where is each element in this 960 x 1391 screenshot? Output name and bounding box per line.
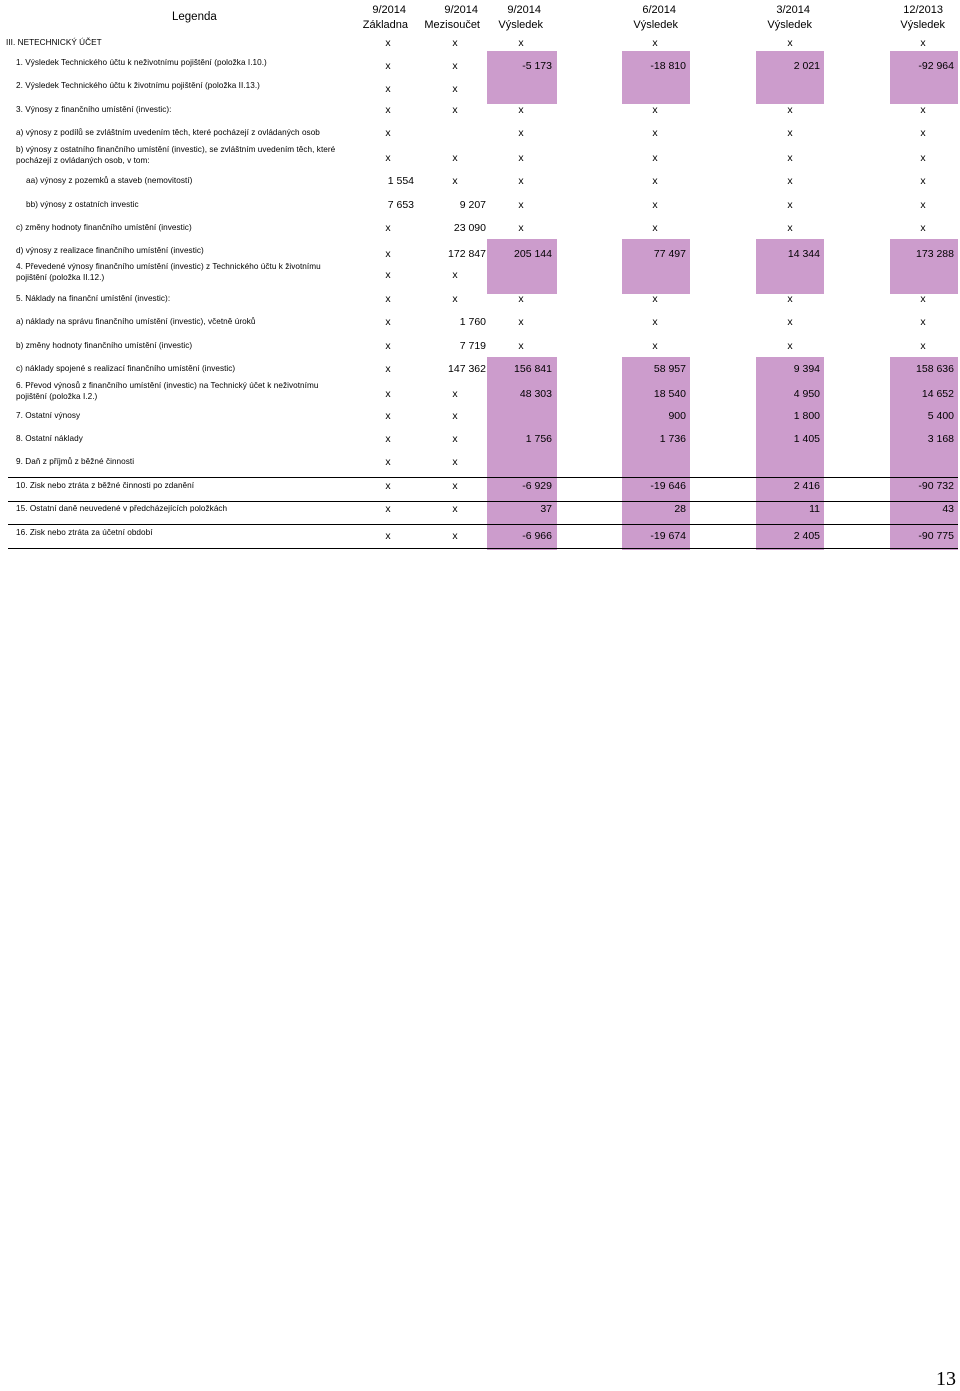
value-cell: 14 652: [921, 388, 954, 400]
value-cell: x: [452, 83, 458, 95]
value-cell: 9 207: [459, 199, 486, 211]
value-cell: x: [920, 316, 926, 328]
value-cell: x: [518, 293, 524, 305]
value-cell: x: [385, 248, 391, 260]
column-period-3: 6/2014: [642, 4, 676, 16]
value-cell: x: [787, 175, 793, 187]
value-cell: x: [518, 316, 524, 328]
value-cell: [420, 127, 490, 141]
table-row: [0, 503, 960, 523]
value-cell: x: [452, 104, 458, 116]
value-cell: [890, 83, 958, 97]
row-label: 7. Ostatní výnosy: [16, 411, 81, 420]
value-cell: -92 964: [918, 60, 954, 72]
value-cell: 1 800: [793, 410, 820, 422]
table-row: [0, 104, 960, 120]
value-cell: 2 405: [793, 530, 820, 542]
value-cell: [622, 269, 690, 283]
table-row: [0, 222, 960, 242]
value-cell: x: [452, 152, 458, 164]
value-cell: x: [920, 152, 926, 164]
table-row: [0, 37, 960, 52]
value-cell: [490, 456, 556, 470]
column-period-5: 12/2013: [903, 4, 943, 16]
row-label: 6. Převod výnosů z finančního umístění (investic) na Technický účet k neživotnímu pojištění (položka I.2.): [16, 381, 319, 401]
column-period-1: 9/2014: [444, 4, 478, 16]
value-cell: x: [652, 104, 658, 116]
value-cell: x: [920, 199, 926, 211]
value-cell: x: [652, 152, 658, 164]
row-label: b) změny hodnoty finančního umístění (investic): [16, 341, 193, 350]
value-cell: x: [385, 433, 391, 445]
value-cell: x: [652, 222, 658, 234]
column-type-2: Výsledek: [498, 19, 543, 31]
value-cell: [622, 456, 690, 470]
value-cell: x: [787, 127, 793, 139]
row-label: 10. Zisk nebo ztráta z běžné činnosti po zdanění: [16, 481, 195, 490]
value-cell: x: [452, 530, 458, 542]
row-label: 9. Daň z příjmů z běžné činnosti: [16, 457, 135, 466]
value-cell: 1 554: [387, 175, 414, 187]
value-cell: [756, 456, 824, 470]
value-cell: x: [787, 316, 793, 328]
value-cell: x: [385, 503, 391, 515]
value-cell: 1 405: [793, 433, 820, 445]
value-cell: x: [787, 293, 793, 305]
value-cell: x: [518, 199, 524, 211]
page-number: 13: [936, 1368, 956, 1390]
value-cell: x: [920, 175, 926, 187]
row-label: aa) výnosy z pozemků a staveb (nemovitostí): [26, 176, 193, 185]
row-label: c) náklady spojené s realizací finančního umístění (investic): [16, 364, 236, 373]
value-cell: -6 966: [522, 530, 552, 542]
table-row: [0, 340, 960, 360]
value-cell: x: [385, 269, 391, 281]
table-row: [0, 410, 960, 430]
table-row: [0, 456, 960, 476]
value-cell: x: [385, 316, 391, 328]
value-cell: x: [385, 222, 391, 234]
value-cell: 77 497: [653, 248, 686, 260]
table-row: [0, 57, 960, 79]
value-cell: x: [452, 480, 458, 492]
value-cell: [890, 269, 958, 283]
column-period-4: 3/2014: [776, 4, 810, 16]
value-cell: x: [385, 60, 391, 72]
table-row: [0, 262, 960, 292]
value-cell: [622, 83, 690, 97]
column-type-3: Výsledek: [633, 19, 678, 31]
value-cell: x: [385, 530, 391, 542]
value-cell: x: [652, 316, 658, 328]
value-cell: -19 674: [650, 530, 686, 542]
value-cell: 9 394: [793, 363, 820, 375]
row-divider: [8, 501, 958, 502]
row-label: 5. Náklady na finanční umístění (investic):: [16, 294, 171, 303]
value-cell: x: [518, 152, 524, 164]
row-label: b) výnosy z ostatního finančního umístění (investic), se zvláštním uvedením těch, které pocházejí z ovládaných osob, v tom:: [16, 145, 336, 165]
value-cell: x: [920, 293, 926, 305]
value-cell: x: [452, 37, 458, 49]
value-cell: x: [518, 175, 524, 187]
value-cell: x: [385, 340, 391, 352]
value-cell: x: [652, 199, 658, 211]
value-cell: 1 756: [525, 433, 552, 445]
value-cell: x: [787, 152, 793, 164]
value-cell: 43: [942, 503, 954, 515]
value-cell: x: [787, 199, 793, 211]
value-cell: 5 400: [927, 410, 954, 422]
value-cell: [890, 456, 958, 470]
value-cell: -19 646: [650, 480, 686, 492]
table-header: [0, 0, 960, 33]
value-cell: 900: [668, 410, 686, 422]
value-cell: x: [518, 104, 524, 116]
value-cell: 18 540: [653, 388, 686, 400]
table-row: [0, 433, 960, 453]
value-cell: -90 775: [918, 530, 954, 542]
value-cell: -5 173: [522, 60, 552, 72]
value-cell: x: [452, 388, 458, 400]
column-type-1: Mezisoučet: [424, 19, 480, 31]
value-cell: 1 760: [459, 316, 486, 328]
value-cell: x: [452, 503, 458, 515]
value-cell: 2 416: [793, 480, 820, 492]
column-type-0: Základna: [362, 19, 408, 31]
value-cell: 37: [540, 503, 552, 515]
value-cell: 7 653: [387, 199, 414, 211]
value-cell: 23 090: [453, 222, 486, 234]
value-cell: x: [652, 37, 658, 49]
row-label: a) náklady na správu finančního umístění (investic), včetně úroků: [16, 317, 256, 326]
value-cell: x: [652, 293, 658, 305]
value-cell: [756, 83, 824, 97]
value-cell: x: [452, 175, 458, 187]
value-cell: x: [787, 222, 793, 234]
row-label: bb) výnosy z ostatních investic: [26, 200, 139, 209]
value-cell: 11: [809, 503, 820, 515]
value-cell: x: [920, 222, 926, 234]
value-cell: 14 344: [787, 248, 820, 260]
value-cell: [490, 83, 556, 97]
value-cell: x: [385, 127, 391, 139]
row-divider: [8, 524, 958, 525]
value-cell: x: [787, 340, 793, 352]
value-cell: x: [920, 127, 926, 139]
value-cell: x: [518, 127, 524, 139]
value-cell: x: [652, 127, 658, 139]
column-type-4: Výsledek: [767, 19, 812, 31]
table-row: [0, 381, 960, 409]
table-row: [0, 145, 960, 175]
value-cell: x: [787, 37, 793, 49]
row-label: 4. Převedené výnosy finančního umístění (investic) z Technického účtu k životnímu pojištění (položka II.12.): [16, 262, 321, 282]
value-cell: 172 847: [448, 248, 486, 260]
value-cell: x: [385, 456, 391, 468]
value-cell: x: [385, 410, 391, 422]
value-cell: x: [385, 37, 391, 49]
row-label: 1. Výsledek Technického účtu k neživotnímu pojištění (položka I.10.): [16, 58, 267, 67]
value-cell: -18 810: [650, 60, 686, 72]
row-label: c) změny hodnoty finančního umístění (investic): [16, 223, 192, 232]
value-cell: 147 362: [448, 363, 486, 375]
value-cell: x: [385, 83, 391, 95]
value-cell: x: [385, 104, 391, 116]
value-cell: 28: [674, 503, 686, 515]
table-row: [0, 175, 960, 195]
value-cell: x: [518, 222, 524, 234]
row-label: 8. Ostatní náklady: [16, 434, 83, 443]
value-cell: 3 168: [927, 433, 954, 445]
value-cell: x: [452, 433, 458, 445]
row-label: 16. Zisk nebo ztráta za účetní období: [16, 528, 153, 537]
value-cell: 2 021: [793, 60, 820, 72]
value-cell: x: [452, 293, 458, 305]
table-row: [0, 80, 960, 102]
value-cell: x: [385, 293, 391, 305]
table-row: [0, 480, 960, 500]
value-cell: x: [452, 410, 458, 422]
value-cell: x: [787, 104, 793, 116]
value-cell: x: [385, 388, 391, 400]
value-cell: 1 736: [659, 433, 686, 445]
legend-heading: Legenda: [172, 11, 217, 23]
value-cell: x: [920, 104, 926, 116]
value-cell: 205 144: [514, 248, 552, 260]
table-row: [0, 527, 960, 548]
column-period-2: 9/2014: [507, 4, 541, 16]
value-cell: x: [518, 340, 524, 352]
row-label: 15. Ostatní daně neuvedené v předcházejících položkách: [16, 504, 228, 513]
table-bottom-border: [8, 548, 958, 549]
value-cell: -6 929: [522, 480, 552, 492]
column-type-5: Výsledek: [900, 19, 945, 31]
value-cell: x: [452, 60, 458, 72]
value-cell: -90 732: [918, 480, 954, 492]
value-cell: x: [452, 269, 458, 281]
row-divider: [8, 477, 958, 478]
value-cell: 158 636: [916, 363, 954, 375]
value-cell: x: [452, 456, 458, 468]
value-cell: x: [920, 37, 926, 49]
value-cell: x: [385, 152, 391, 164]
column-period-0: 9/2014: [372, 4, 406, 16]
row-label: 3. Výnosy z finančního umístění (investic):: [16, 105, 172, 114]
row-label: III. NETECHNICKÝ ÚČET: [6, 38, 102, 47]
value-cell: x: [385, 363, 391, 375]
value-cell: x: [518, 37, 524, 49]
table-row: [0, 316, 960, 336]
value-cell: 4 950: [793, 388, 820, 400]
value-cell: x: [652, 175, 658, 187]
value-cell: [756, 269, 824, 283]
value-cell: 58 957: [653, 363, 686, 375]
value-cell: x: [385, 480, 391, 492]
row-label: 2. Výsledek Technického účtu k životnímu pojištění (položka II.13.): [16, 81, 260, 90]
value-cell: x: [652, 340, 658, 352]
row-label: a) výnosy z podílů se zvláštním uvedením těch, které pocházejí z ovládaných osob: [16, 128, 320, 137]
value-cell: x: [920, 340, 926, 352]
row-label: d) výnosy z realizace finančního umístění (investic): [16, 246, 204, 255]
value-cell: 156 841: [514, 363, 552, 375]
value-cell: 173 288: [916, 248, 954, 260]
value-cell: 48 303: [519, 388, 552, 400]
value-cell: [490, 410, 556, 424]
table-row: [0, 293, 960, 309]
table-row: [0, 199, 960, 219]
value-cell: 7 719: [459, 340, 486, 352]
value-cell: [490, 269, 556, 283]
